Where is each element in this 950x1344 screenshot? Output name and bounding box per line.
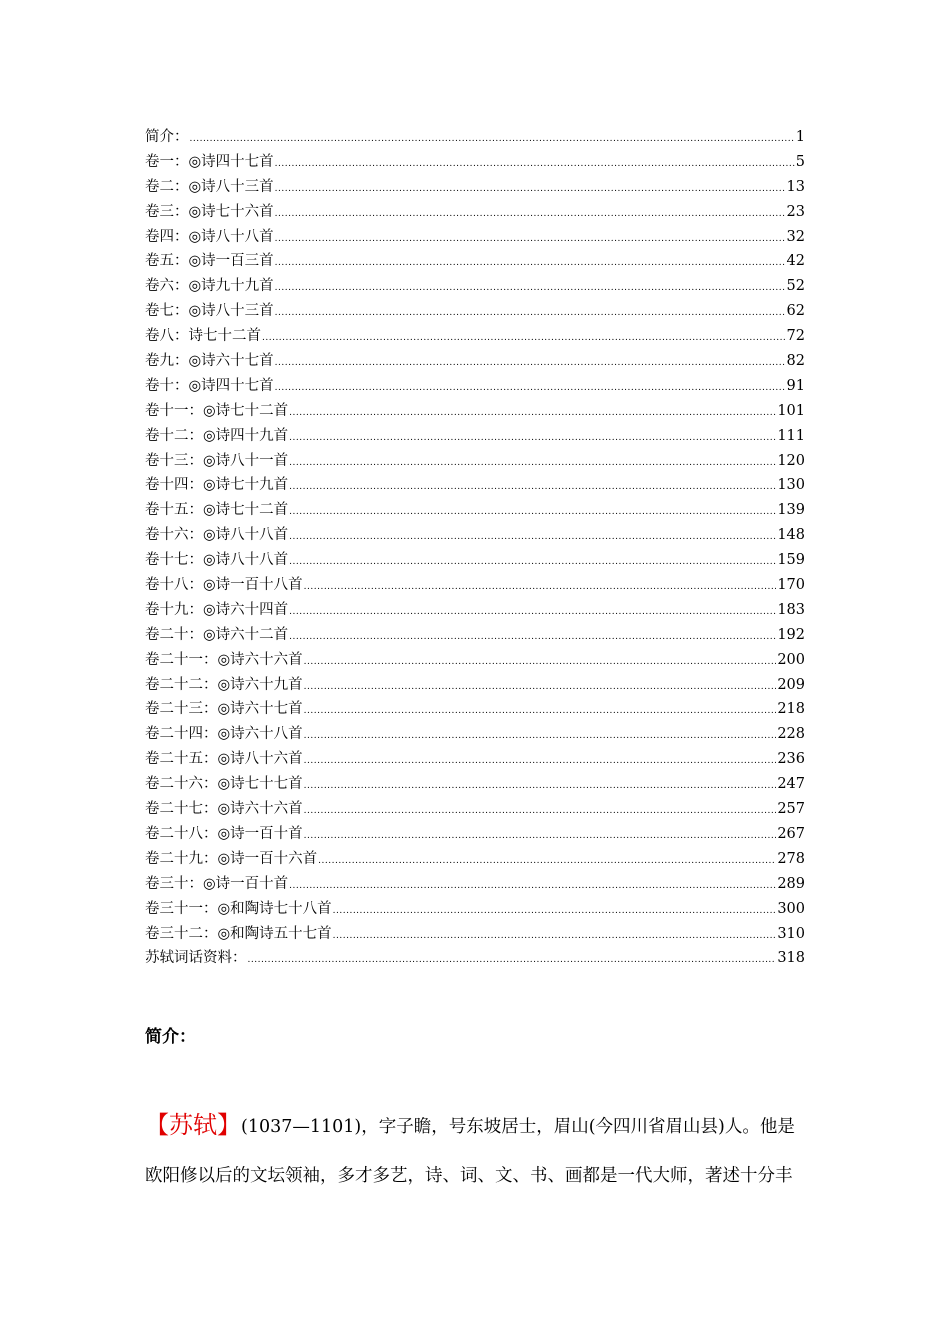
toc-leader-dots [304, 724, 777, 749]
toc-entry-page-number: 289 [777, 875, 805, 892]
toc-leader-dots [275, 177, 786, 202]
toc-leader-dots [275, 376, 786, 401]
toc-entry[interactable] [145, 922, 805, 947]
toc-entry[interactable] [145, 946, 805, 971]
toc-entry[interactable] [145, 648, 805, 673]
toc-entry-title: 卷十二：◎诗四十九首 [145, 427, 289, 444]
toc-leader-dots [289, 625, 776, 650]
toc-leader-dots [289, 475, 776, 500]
toc-entry[interactable] [145, 473, 805, 498]
toc-entry-page-number: 23 [786, 203, 805, 220]
toc-entry[interactable] [145, 175, 805, 200]
toc-leader-dots [275, 152, 795, 177]
toc-entry[interactable] [145, 200, 805, 225]
toc-entry-page-number: 1 [795, 129, 805, 145]
toc-entry-page-number: 267 [777, 825, 805, 842]
toc-entry[interactable] [145, 225, 805, 250]
toc-entry-page-number: 111 [777, 427, 805, 444]
toc-entry-page-number: 236 [777, 751, 805, 768]
toc-entry-page-number: 139 [777, 502, 805, 519]
author-name: 【苏轼】 [145, 1111, 241, 1139]
toc-entry[interactable] [145, 722, 805, 747]
toc-entry-title: 苏轼词话资料： [145, 950, 247, 967]
toc-leader-dots [289, 401, 776, 426]
toc-leader-dots [275, 227, 786, 252]
toc-entry-title: 卷十七：◎诗八十八首 [145, 552, 289, 569]
intro-heading: 简介： [145, 1027, 196, 1047]
toc-entry[interactable] [145, 299, 805, 324]
toc-entry-title: 卷三：◎诗七十六首 [145, 203, 274, 220]
toc-leader-dots [304, 824, 777, 849]
toc-entry-page-number: 228 [777, 726, 805, 743]
toc-leader-dots [275, 276, 786, 301]
toc-leader-dots [275, 251, 786, 276]
toc-entry-page-number: 52 [786, 278, 805, 295]
toc-entry-page-number: 300 [777, 900, 805, 917]
toc-entry[interactable] [145, 399, 805, 424]
toc-leader-dots [190, 127, 795, 152]
toc-entry-page-number: 101 [777, 402, 805, 419]
toc-leader-dots [304, 774, 777, 799]
toc-entry-title: 卷二十七：◎诗六十六首 [145, 801, 303, 818]
toc-entry-title: 卷二十五：◎诗八十六首 [145, 751, 303, 768]
toc-entry-page-number: 218 [777, 701, 805, 718]
toc-entry-page-number: 120 [777, 452, 805, 469]
toc-entry[interactable] [145, 523, 805, 548]
toc-entry-page-number: 170 [777, 577, 805, 594]
toc-entry[interactable] [145, 897, 805, 922]
toc-entry-title: 卷二十八：◎诗一百十首 [145, 825, 303, 842]
toc-leader-dots [304, 650, 777, 675]
toc-entry-title: 卷二十六：◎诗七十七首 [145, 776, 303, 793]
toc-entry-title: 卷六：◎诗九十九首 [145, 278, 274, 295]
toc-entry-title: 卷十：◎诗四十七首 [145, 377, 274, 394]
toc-entry-title: 卷十一：◎诗七十二首 [145, 402, 289, 419]
toc-entry-title: 卷二十二：◎诗六十九首 [145, 676, 303, 693]
toc-entry[interactable] [145, 747, 805, 772]
toc-entry-page-number: 32 [786, 228, 805, 245]
toc-leader-dots [289, 525, 776, 550]
toc-leader-dots [262, 326, 786, 351]
toc-entry-title: 卷九：◎诗六十七首 [145, 353, 274, 370]
toc-entry[interactable] [145, 424, 805, 449]
toc-entry[interactable] [145, 548, 805, 573]
toc-leader-dots [275, 351, 786, 376]
toc-entry-page-number: 148 [777, 527, 805, 544]
toc-entry[interactable] [145, 872, 805, 897]
toc-leader-dots [289, 451, 776, 476]
toc-entry-title: 卷二十三：◎诗六十七首 [145, 701, 303, 718]
toc-leader-dots [248, 948, 777, 973]
table-of-contents [145, 125, 805, 971]
toc-entry-title: 卷五：◎诗一百三首 [145, 253, 274, 270]
toc-entry-title: 卷二：◎诗八十三首 [145, 178, 274, 195]
toc-entry-page-number: 72 [786, 328, 805, 345]
toc-entry-title: 卷二十：◎诗六十二首 [145, 626, 289, 643]
intro-line-1-text: (1037—1101)，字子瞻，号东坡居士，眉山(今四川省眉山县)人。他是 [241, 1117, 795, 1137]
toc-entry[interactable] [145, 847, 805, 872]
toc-entry-title: 卷三十：◎诗一百十首 [145, 875, 289, 892]
toc-entry-title: 简介： [145, 129, 189, 145]
toc-entry-page-number: 13 [786, 178, 805, 195]
toc-leader-dots [289, 426, 776, 451]
toc-entry-page-number: 159 [777, 552, 805, 569]
toc-entry[interactable] [145, 623, 805, 648]
toc-entry[interactable] [145, 150, 805, 175]
toc-leader-dots [289, 874, 776, 899]
toc-entry-title: 卷十四：◎诗七十九首 [145, 477, 289, 494]
toc-entry-page-number: 209 [777, 676, 805, 693]
toc-entry-title: 卷二十九：◎诗一百十六首 [145, 850, 318, 867]
toc-leader-dots [275, 202, 786, 227]
toc-entry-title: 卷二十四：◎诗六十八首 [145, 726, 303, 743]
toc-entry[interactable] [145, 673, 805, 698]
toc-entry[interactable] [145, 125, 805, 150]
toc-entry-title: 卷十八：◎诗一百十八首 [145, 577, 303, 594]
toc-leader-dots [318, 849, 776, 874]
toc-entry-page-number: 257 [777, 801, 805, 818]
toc-leader-dots [289, 550, 776, 575]
toc-entry[interactable] [145, 598, 805, 623]
toc-entry-page-number: 62 [786, 303, 805, 320]
toc-entry[interactable] [145, 697, 805, 722]
toc-leader-dots [289, 600, 776, 625]
toc-entry[interactable] [145, 249, 805, 274]
toc-leader-dots [289, 500, 776, 525]
toc-entry[interactable] [145, 324, 805, 349]
toc-entry-page-number: 192 [777, 626, 805, 643]
toc-entry-page-number: 247 [777, 776, 805, 793]
toc-entry-page-number: 278 [777, 850, 805, 867]
toc-entry[interactable] [145, 797, 805, 822]
intro-paragraph-line-2: 欧阳修以后的文坛领袖，多才多艺，诗、词、文、书、画都是一代大师，著述十分丰 [145, 1166, 793, 1186]
toc-entry[interactable] [145, 349, 805, 374]
toc-entry-title: 卷三十二：◎和陶诗五十七首 [145, 925, 332, 942]
toc-entry-title: 卷三十一：◎和陶诗七十八首 [145, 900, 332, 917]
toc-entry[interactable] [145, 374, 805, 399]
toc-entry-title: 卷七：◎诗八十三首 [145, 303, 274, 320]
toc-leader-dots [304, 799, 777, 824]
toc-entry-page-number: 42 [786, 253, 805, 270]
toc-leader-dots [333, 899, 777, 924]
toc-entry-page-number: 130 [777, 477, 805, 494]
toc-entry-page-number: 310 [777, 925, 805, 942]
toc-entry-page-number: 183 [777, 601, 805, 618]
toc-leader-dots [304, 749, 777, 774]
toc-entry-title: 卷十五：◎诗七十二首 [145, 502, 289, 519]
toc-entry-page-number: 200 [777, 651, 805, 668]
toc-entry-page-number: 318 [777, 950, 805, 967]
toc-entry-title: 卷四：◎诗八十八首 [145, 228, 274, 245]
toc-entry-title: 卷十九：◎诗六十四首 [145, 601, 289, 618]
toc-entry-title: 卷十三：◎诗八十一首 [145, 452, 289, 469]
toc-leader-dots [275, 301, 786, 326]
toc-entry-page-number: 91 [786, 377, 805, 394]
toc-entry[interactable] [145, 573, 805, 598]
toc-leader-dots [304, 699, 777, 724]
toc-entry[interactable] [145, 822, 805, 847]
toc-entry-title: 卷二十一：◎诗六十六首 [145, 651, 303, 668]
toc-entry[interactable] [145, 772, 805, 797]
toc-entry[interactable] [145, 274, 805, 299]
toc-entry-title: 卷八：诗七十二首 [145, 328, 261, 345]
intro-paragraph-line-1 [145, 1112, 807, 1140]
toc-entry-page-number: 5 [795, 153, 805, 170]
toc-leader-dots [333, 924, 777, 949]
toc-entry-page-number: 82 [786, 353, 805, 370]
toc-entry[interactable] [145, 498, 805, 523]
toc-entry[interactable] [145, 449, 805, 474]
toc-leader-dots [304, 575, 777, 600]
toc-entry-title: 卷一：◎诗四十七首 [145, 153, 274, 170]
toc-leader-dots [304, 675, 777, 700]
toc-entry-title: 卷十六：◎诗八十八首 [145, 527, 289, 544]
